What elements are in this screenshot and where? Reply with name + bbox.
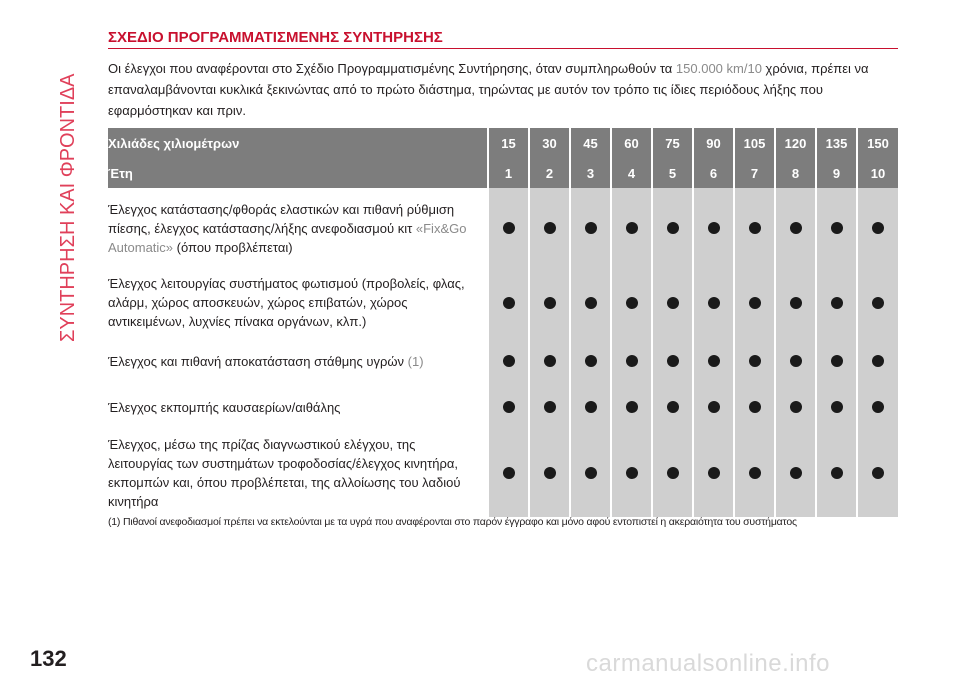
schedule-cell	[734, 385, 775, 429]
table-row	[108, 268, 898, 337]
schedule-cell	[775, 429, 816, 517]
km-header-cell: 120	[775, 128, 816, 158]
check-description	[108, 188, 488, 268]
schedule-cell	[775, 188, 816, 268]
required-dot-icon	[831, 297, 843, 309]
schedule-cell	[734, 268, 775, 337]
page-title: ΣΧΕΔΙΟ ΠΡΟΓΡΑΜΜΑΤΙΣΜΕΝΗΣ ΣΥΝΤΗΡΗΣΗΣ	[108, 29, 443, 46]
required-dot-icon	[544, 401, 556, 413]
required-dot-icon	[626, 401, 638, 413]
years-header-cell: 6	[693, 158, 734, 188]
km-header-cell: 15	[488, 128, 529, 158]
required-dot-icon	[708, 401, 720, 413]
required-dot-icon	[872, 297, 884, 309]
required-dot-icon	[626, 222, 638, 234]
schedule-cell	[488, 188, 529, 268]
required-dot-icon	[790, 467, 802, 479]
intro-paragraph	[108, 58, 898, 121]
required-dot-icon	[585, 467, 597, 479]
years-header-cell: 10	[857, 158, 898, 188]
schedule-cell	[488, 337, 529, 385]
schedule-cell	[857, 385, 898, 429]
schedule-cell	[816, 429, 857, 517]
required-dot-icon	[790, 222, 802, 234]
check-text: Έλεγχος λειτουργίας συστήματος φωτισμού (προβολείς, φλας, αλάρμ, χώρος αποσκευών, χώρος επιβατών, χώρος αντικειμένων, λυχνίες πίνακα οργάνων, κλπ.)	[108, 276, 465, 329]
schedule-cell	[816, 268, 857, 337]
years-header-cell: 5	[652, 158, 693, 188]
schedule-cell	[611, 337, 652, 385]
check-text: Έλεγχος εκπομπής καυσαερίων/αιθάλης	[108, 399, 341, 415]
required-dot-icon	[585, 297, 597, 309]
required-dot-icon	[749, 401, 761, 413]
schedule-cell	[693, 188, 734, 268]
required-dot-icon	[708, 222, 720, 234]
table-row	[108, 188, 898, 268]
section-side-title	[48, 24, 88, 344]
km-header-cell: 30	[529, 128, 570, 158]
required-dot-icon	[831, 467, 843, 479]
required-dot-icon	[585, 355, 597, 367]
years-header-cell: 4	[611, 158, 652, 188]
schedule-cell	[775, 268, 816, 337]
required-dot-icon	[749, 222, 761, 234]
schedule-cell	[734, 188, 775, 268]
required-dot-icon	[708, 467, 720, 479]
check-text-end: (όπου προβλέπεται)	[173, 239, 293, 255]
schedule-cell	[611, 385, 652, 429]
check-text: Έλεγχος, μέσω της πρίζας διαγνωστικού ελέγχου, της λειτουργίας των συστημάτων τροφοδοσίας/έλεγχος κινητήρα, εκπομπών και, όπου προβλέπεται, της αλλοίωσης του λαδιού κινητήρα	[108, 437, 461, 509]
schedule-cell	[570, 268, 611, 337]
required-dot-icon	[708, 297, 720, 309]
years-header-cell: 7	[734, 158, 775, 188]
watermark: carmanualsonline.info	[586, 650, 830, 677]
check-text: Έλεγχος και πιθανή αποκατάσταση στάθμης υγρών	[108, 353, 408, 369]
required-dot-icon	[503, 401, 515, 413]
schedule-cell	[529, 188, 570, 268]
schedule-cell	[775, 337, 816, 385]
schedule-cell	[529, 429, 570, 517]
schedule-cell	[693, 429, 734, 517]
schedule-cell	[611, 268, 652, 337]
required-dot-icon	[667, 222, 679, 234]
schedule-cell	[816, 385, 857, 429]
check-highlight: «Fix&Go Automatic»	[108, 220, 467, 255]
maintenance-schedule-table	[108, 128, 898, 517]
required-dot-icon	[544, 297, 556, 309]
required-dot-icon	[667, 467, 679, 479]
schedule-cell	[734, 429, 775, 517]
schedule-cell	[857, 268, 898, 337]
km-header-cell: 90	[693, 128, 734, 158]
schedule-cell	[529, 337, 570, 385]
intro-text-end: χρόνια, πρέπει να επαναλαμβάνονται κυκλικά ξεκινώντας από το πρώτο διάστημα, τηρώντας με αυτόν τον τρόπο τις ίδιες περιόδους λήξης που εφαρμόστηκαν και πριν.	[108, 61, 869, 118]
schedule-cell	[570, 188, 611, 268]
schedule-cell	[693, 268, 734, 337]
schedule-cell	[775, 385, 816, 429]
required-dot-icon	[667, 401, 679, 413]
required-dot-icon	[544, 222, 556, 234]
required-dot-icon	[544, 467, 556, 479]
footnote: (1) Πιθανοί ανεφοδιασμοί πρέπει να εκτελούνται με τα υγρά που αναφέρονται στο παρόν έγγραφο και μόνο αφού εντοπιστεί η ακεραιότητα του συστήματος	[108, 516, 797, 528]
required-dot-icon	[503, 222, 515, 234]
schedule-cell	[734, 337, 775, 385]
schedule-cell	[570, 429, 611, 517]
schedule-cell	[488, 385, 529, 429]
required-dot-icon	[626, 467, 638, 479]
table-row	[108, 337, 898, 385]
required-dot-icon	[831, 355, 843, 367]
check-description	[108, 268, 488, 337]
schedule-cell	[857, 188, 898, 268]
schedule-cell	[652, 268, 693, 337]
required-dot-icon	[585, 401, 597, 413]
title-divider	[108, 48, 898, 49]
required-dot-icon	[667, 355, 679, 367]
page-number: 132	[30, 646, 67, 671]
schedule-cell	[611, 429, 652, 517]
years-header-cell: 8	[775, 158, 816, 188]
required-dot-icon	[626, 355, 638, 367]
schedule-cell	[488, 268, 529, 337]
check-highlight: (1)	[407, 353, 424, 369]
years-header-cell: 1	[488, 158, 529, 188]
required-dot-icon	[749, 467, 761, 479]
schedule-body	[108, 188, 898, 517]
schedule-cell	[652, 188, 693, 268]
required-dot-icon	[749, 355, 761, 367]
section-side-title-svg	[48, 24, 88, 344]
schedule-cell	[857, 429, 898, 517]
intro-highlight: 150.000 km/10	[675, 61, 762, 76]
required-dot-icon	[503, 297, 515, 309]
required-dot-icon	[544, 355, 556, 367]
years-header-cell: 9	[816, 158, 857, 188]
required-dot-icon	[667, 297, 679, 309]
section-side-title-text: ΣΥΝΤΗΡΗΣΗ ΚΑΙ ΦΡΟΝΤΙΔΑ	[57, 73, 79, 342]
required-dot-icon	[831, 401, 843, 413]
required-dot-icon	[872, 467, 884, 479]
years-header-row	[108, 158, 898, 188]
schedule-cell	[693, 337, 734, 385]
years-header-cell: 2	[529, 158, 570, 188]
km-header-cell: 75	[652, 128, 693, 158]
check-description	[108, 337, 488, 385]
schedule-cell	[570, 337, 611, 385]
required-dot-icon	[872, 222, 884, 234]
years-header-label: Έτη	[108, 158, 488, 188]
schedule-cell	[652, 429, 693, 517]
schedule-cell	[652, 337, 693, 385]
schedule-cell	[857, 337, 898, 385]
schedule-cell	[693, 385, 734, 429]
required-dot-icon	[790, 355, 802, 367]
check-text: Έλεγχος κατάστασης/φθοράς ελαστικών και πιθανή ρύθμιση πίεσης, έλεγχος κατάστασης/λήξης ανεφοδιασμού κιτ	[108, 201, 455, 236]
required-dot-icon	[503, 467, 515, 479]
km-header-label: Χιλιάδες χιλιομέτρων	[108, 128, 488, 158]
required-dot-icon	[749, 297, 761, 309]
check-description	[108, 429, 488, 517]
required-dot-icon	[503, 355, 515, 367]
required-dot-icon	[872, 355, 884, 367]
required-dot-icon	[790, 297, 802, 309]
schedule-cell	[488, 429, 529, 517]
schedule-cell	[570, 385, 611, 429]
km-header-cell: 105	[734, 128, 775, 158]
km-header-row	[108, 128, 898, 158]
km-header-cell: 60	[611, 128, 652, 158]
intro-text-start: Οι έλεγχοι που αναφέρονται στο Σχέδιο Προγραμματισμένης Συντήρησης, όταν συμπληρωθούν τα	[108, 61, 676, 76]
required-dot-icon	[585, 222, 597, 234]
years-header-cell: 3	[570, 158, 611, 188]
required-dot-icon	[708, 355, 720, 367]
check-description	[108, 385, 488, 429]
required-dot-icon	[790, 401, 802, 413]
km-header-cell: 150	[857, 128, 898, 158]
km-header-cell: 45	[570, 128, 611, 158]
schedule-cell	[529, 268, 570, 337]
schedule-cell	[816, 337, 857, 385]
schedule-cell	[816, 188, 857, 268]
schedule-cell	[652, 385, 693, 429]
schedule-cell	[529, 385, 570, 429]
schedule-cell	[611, 188, 652, 268]
required-dot-icon	[831, 222, 843, 234]
km-header-cell: 135	[816, 128, 857, 158]
table-row	[108, 429, 898, 517]
required-dot-icon	[626, 297, 638, 309]
required-dot-icon	[872, 401, 884, 413]
table-row	[108, 385, 898, 429]
